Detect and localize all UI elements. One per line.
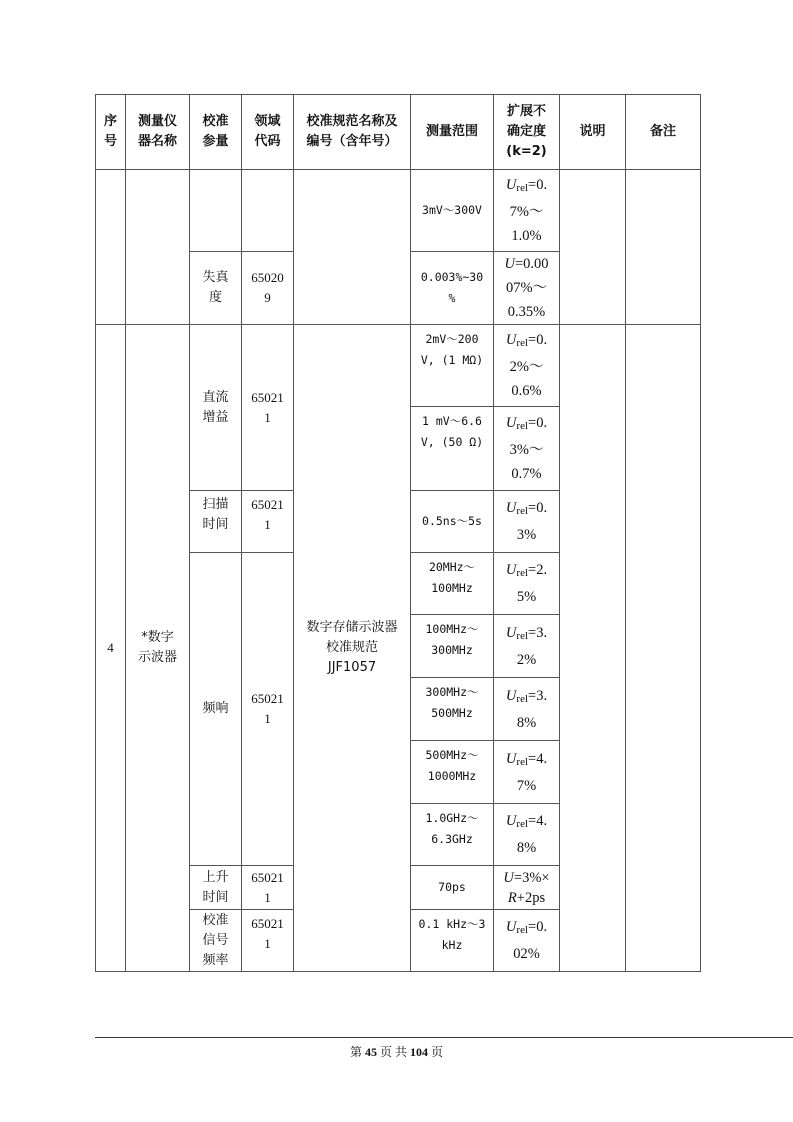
uncertainty-cell: $U_{rel}=4$. 8% — [494, 804, 560, 866]
range-cell: 300MHz～ 500MHz — [411, 678, 494, 741]
instrument-cell: *数字 示波器 — [126, 325, 190, 972]
header-remark: 备注 — [626, 95, 701, 170]
cell-remark-blank — [626, 170, 701, 325]
code-cell: 65021 1 — [242, 910, 294, 972]
table-row — [96, 170, 701, 252]
cell-note-blank — [560, 170, 626, 325]
range-cell: 0.003%~30 % — [411, 252, 494, 325]
header-note: 说明 — [560, 95, 626, 170]
page-number: 45 — [364, 1045, 377, 1059]
uncertainty-cell: $U_{rel}=2$. 5% — [494, 553, 560, 615]
param-cell: 上升 时间 — [190, 866, 242, 910]
range-cell: 0.5ns～5s — [411, 491, 494, 553]
param-cell: 扫描 时间 — [190, 491, 242, 553]
range-cell: 70ps — [411, 866, 494, 910]
seq-cell: 4 — [96, 325, 126, 972]
param-cell: 校准 信号 频率 — [190, 910, 242, 972]
range-cell: 1 mV～6.6 V, (50 Ω) — [411, 407, 494, 491]
uncertainty-cell: $U_{rel}=3$. 8% — [494, 678, 560, 741]
page-footer — [0, 1043, 793, 1060]
uncertainty-cell: $U_{rel}=0$. 3% — [494, 491, 560, 553]
header-code: 领域 代码 — [242, 95, 294, 170]
header-row — [96, 95, 701, 170]
range-cell: 0.1 kHz～3 kHz — [411, 910, 494, 972]
uncertainty-cell: U=3%× R+2ps — [494, 866, 560, 910]
total-pages: 104 — [410, 1045, 428, 1059]
header-seq: 序 号 — [96, 95, 126, 170]
uncertainty-cell: $U_{rel}=0$. 3%～ 0.7% — [494, 407, 560, 491]
range-cell: 100MHz～ 300MHz — [411, 615, 494, 678]
range-cell: 20MHz～ 100MHz — [411, 553, 494, 615]
uncertainty-cell: $U_{rel}=4$. 7% — [494, 741, 560, 804]
code-cell: 65021 1 — [242, 553, 294, 866]
cell-note-blank — [560, 325, 626, 972]
header-spec: 校准规范名称及 编号（含年号） — [294, 95, 411, 170]
calibration-table — [95, 94, 701, 972]
cell-param-blank — [190, 170, 242, 252]
code-cell: 65021 1 — [242, 866, 294, 910]
uncertainty-cell: $U_{rel}=3$. 2% — [494, 615, 560, 678]
uncertainty-cell: $U_{rel}=0$. 02% — [494, 910, 560, 972]
cell-seq-blank — [96, 170, 126, 325]
header-instrument: 测量仪 器名称 — [126, 95, 190, 170]
table-row — [96, 325, 701, 407]
range-cell: 2mV～200 V, (1 MΩ) — [411, 325, 494, 407]
param-cell: 失真 度 — [190, 252, 242, 325]
uncertainty-cell: U=0.00 07%～ 0.35% — [494, 252, 560, 325]
param-cell: 频响 — [190, 553, 242, 866]
code-cell: 65021 1 — [242, 325, 294, 491]
footer-prefix: 第 — [349, 1045, 362, 1059]
spec-cell: 数字存储示波器 校准规范 JJF1057 — [294, 325, 411, 972]
cell-code-blank — [242, 170, 294, 252]
cell-remark-blank — [626, 325, 701, 972]
footer-suffix: 页 — [431, 1045, 444, 1059]
range-cell: 3mV～300V — [411, 170, 494, 252]
footer-divider — [95, 1037, 793, 1038]
header-uncertainty: 扩展不 确定度 (k=2) — [494, 95, 560, 170]
header-param: 校准 参量 — [190, 95, 242, 170]
cell-instrument-blank — [126, 170, 190, 325]
code-cell: 65021 1 — [242, 491, 294, 553]
cell-spec-blank — [294, 170, 411, 325]
footer-middle: 页 共 — [379, 1045, 407, 1059]
uncertainty-cell: $U_{rel}=0$. 7%～ 1.0% — [494, 170, 560, 252]
uncertainty-cell: $U_{rel}=0$. 2%～ 0.6% — [494, 325, 560, 407]
param-cell: 直流 增益 — [190, 325, 242, 491]
range-cell: 500MHz～ 1000MHz — [411, 741, 494, 804]
header-range: 测量范围 — [411, 95, 494, 170]
code-cell: 65020 9 — [242, 252, 294, 325]
range-cell: 1.0GHz～ 6.3GHz — [411, 804, 494, 866]
